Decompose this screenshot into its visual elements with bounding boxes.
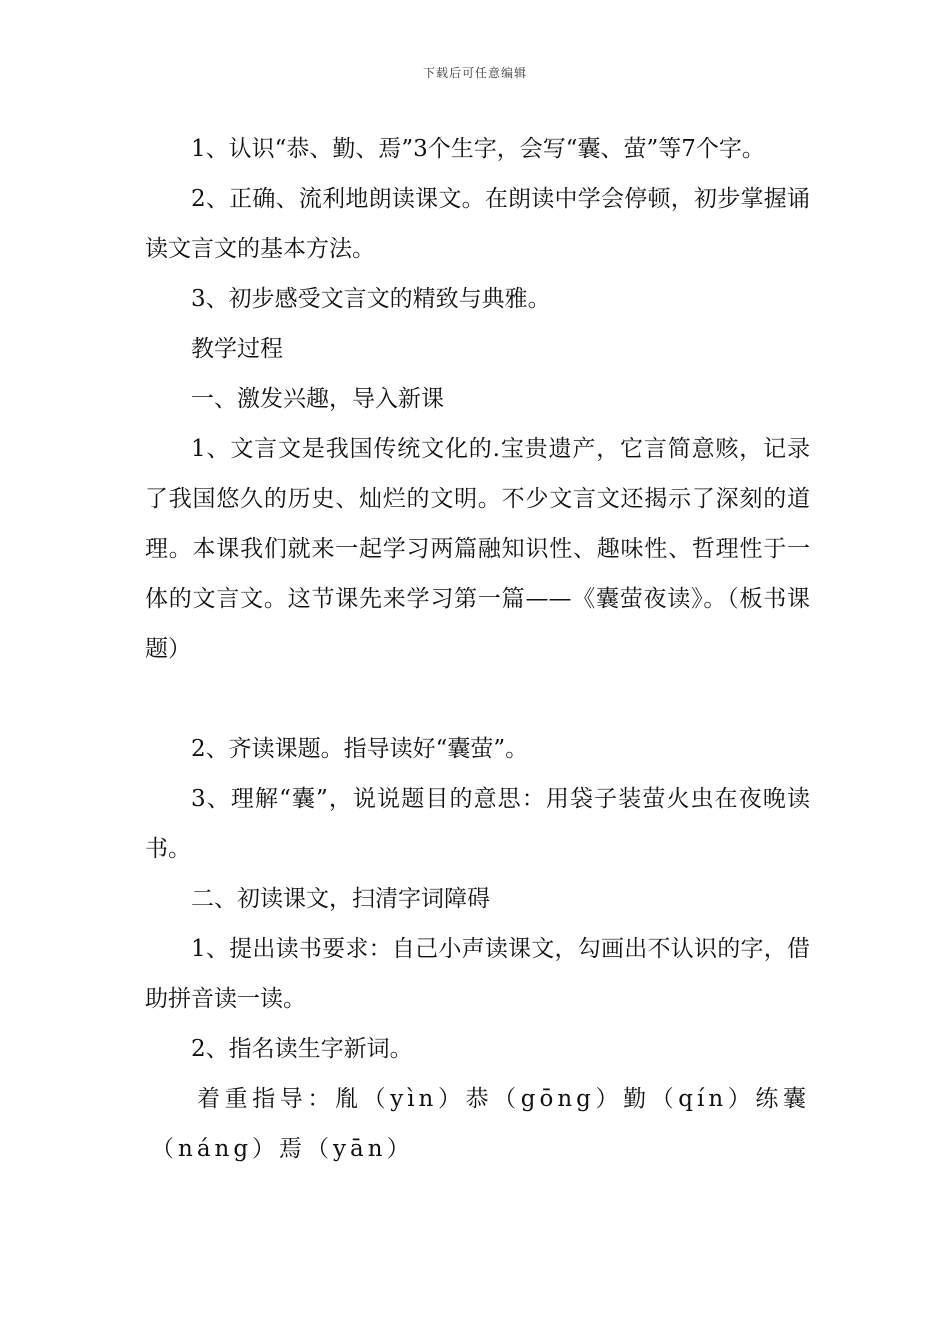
section-heading-2: 二、初读课文，扫清字词障碍 — [191, 886, 490, 912]
reading-requirement: 1、提出读书要求：自己小声读课文，勾画出不认识的字，借助拼音读一读。 — [145, 936, 810, 1012]
section-heading-teaching-process: 教学过程 — [191, 336, 283, 362]
intro-paragraph: 1、文言文是我国传统文化的.宝贵遗产，它言简意赅，记录了我国悠久的历史、灿烂的文明。不少文言文还揭示了深刻的道理。本课我们就来一起学习两篇融知识性、趣味性、哲理性于一体的文言文。这节课先来学习第一篇——《囊萤夜读》。（板书课题） — [145, 436, 810, 662]
step-understand-title: 3、理解“囊”，说说题目的意思：用袋子装萤火虫在夜晚读书。 — [145, 786, 810, 862]
objective-2: 2、正确、流利地朗读课文。在朗读中学会停顿，初步掌握诵读文言文的基本方法。 — [145, 186, 810, 262]
page-header: 下载后可任意编辑 — [422, 66, 527, 80]
document-body — [145, 124, 810, 1174]
read-new-words: 2、指名读生字新词。 — [191, 1036, 413, 1062]
pronunciation-guide: 着重指导：胤（yìn）恭（gōng）勤（qín）练囊（náng）焉（yān） — [151, 1086, 810, 1162]
blank-line — [145, 674, 810, 724]
objective-3: 3、初步感受文言文的精致与典雅。 — [191, 286, 551, 312]
section-heading-1: 一、激发兴趣，导入新课 — [191, 386, 444, 412]
objective-1: 1、认识“恭、勤、焉”3个生字，会写“囊、萤”等7个字。 — [191, 136, 765, 162]
step-read-title: 2、齐读课题。指导读好“囊萤”。 — [191, 736, 529, 762]
